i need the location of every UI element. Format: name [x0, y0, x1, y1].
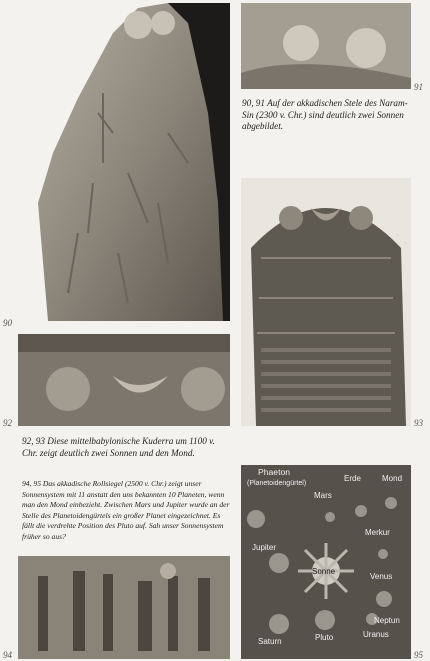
kudurru-stone-image [241, 178, 411, 426]
label-erde: Erde [344, 474, 361, 483]
label-sonne: Sonne [312, 567, 336, 576]
label-neptun: Neptun [374, 616, 400, 625]
stele-naram-sin-image [18, 3, 230, 321]
figure-number-91: 91 [414, 82, 423, 92]
figure-number-95: 95 [414, 650, 423, 660]
kudurru-detail-image [18, 334, 230, 426]
label-mond: Mond [382, 474, 403, 483]
solar-system-seal-image [241, 465, 411, 659]
label-pluto: Pluto [315, 633, 334, 642]
caption-90-91: 90, 91 Auf der akkadischen Stele des Naram-Sin (2300 v. Chr.) sind deutlich zwei Sonnen abgebildet. [242, 98, 408, 131]
label-mars: Mars [314, 491, 332, 500]
label-phaeton: Phaeton [258, 467, 291, 477]
cylinder-seal-image [18, 556, 230, 659]
figure-number-94: 94 [3, 650, 12, 660]
label-jupiter: Jupiter [252, 543, 277, 552]
caption-92-93: 92, 93 Diese mittelbabylonische Kuderra um 1100 v. Chr. zeigt deutlich zwei Sonnen und den Mond. [22, 436, 215, 458]
stele-suns-detail-image [241, 3, 411, 89]
figure-number-93: 93 [414, 418, 423, 428]
label-venus: Venus [370, 572, 393, 581]
caption-94-95: 94, 95 Das akkadische Rollsiegel (2500 v. Chr.) zeigt unser Sonnensystem mit 11 anstatt den uns bekannten 10 Planeten, wenn man den Mond einbezieht. Zwischen Mars und Jupiter wurde an der Stelle des Planetoidengürtels ein großer Planet eingezeichnet. Es fällt die verdrehte Position des Pluto auf. Sah unser Sonnensystem früher so aus? [22, 479, 230, 541]
figure-number-90: 90 [3, 318, 12, 328]
label-planetoid: (Planetoidengürtel) [247, 480, 307, 487]
label-merkur: Merkur [365, 528, 390, 537]
label-saturn: Saturn [258, 637, 282, 646]
figure-number-92: 92 [3, 418, 12, 428]
label-uranus: Uranus [363, 630, 389, 639]
